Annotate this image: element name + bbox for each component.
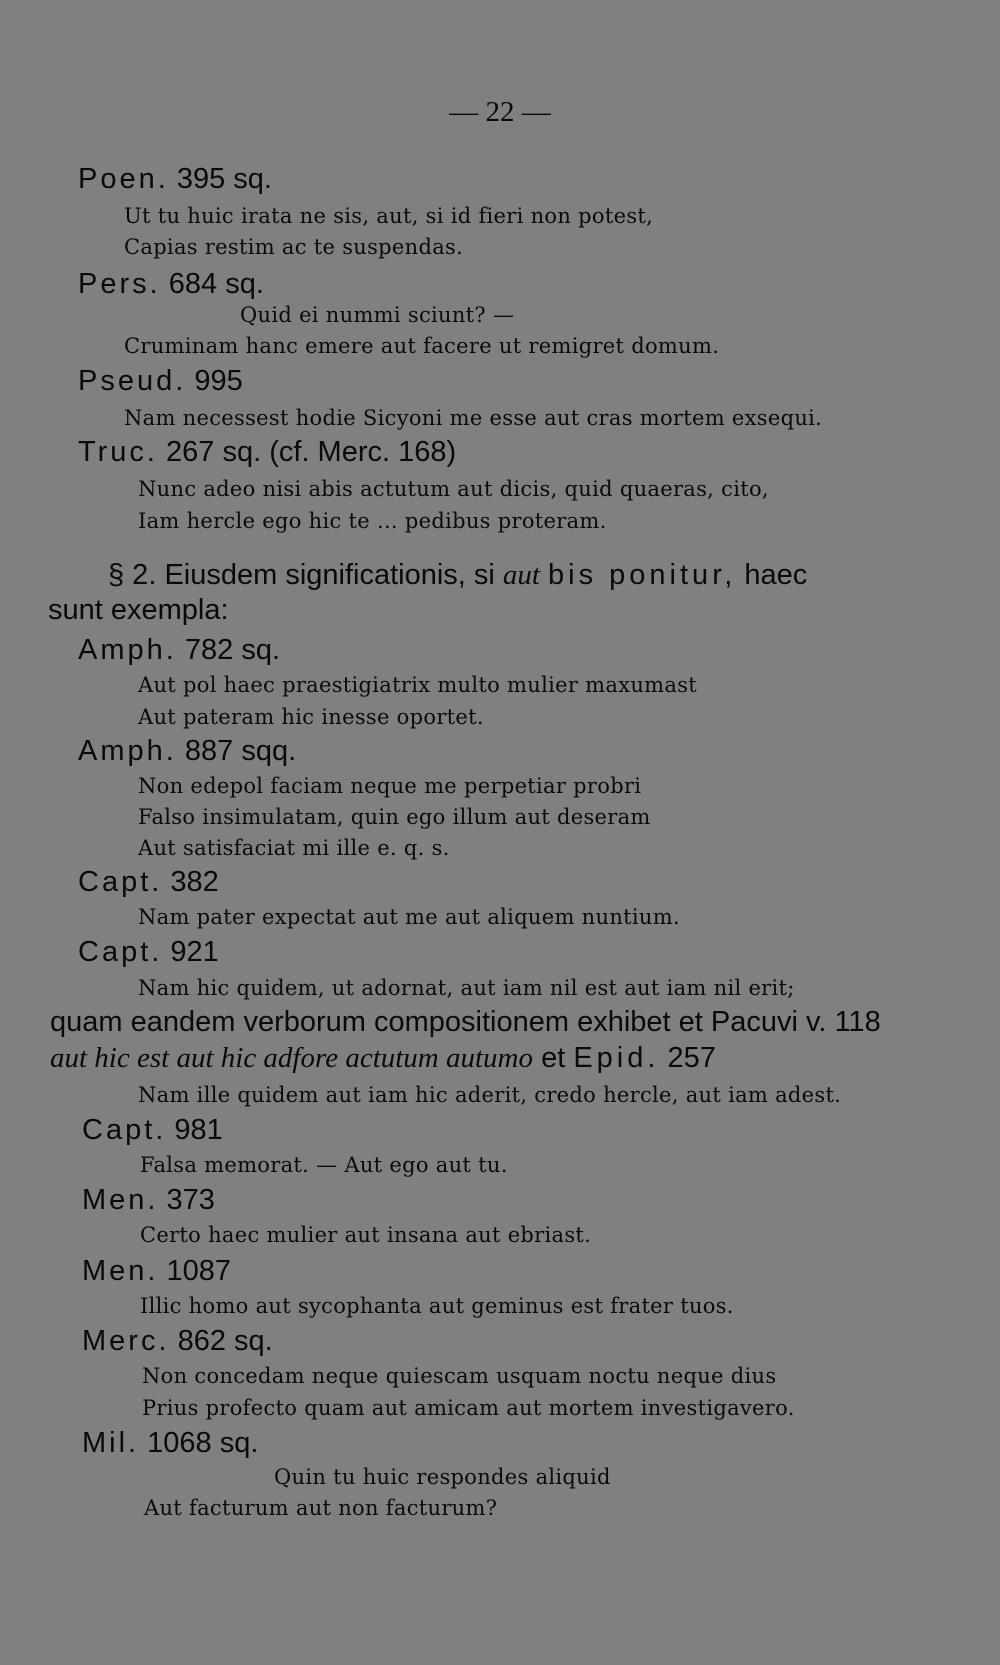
reference-heading [78, 634, 280, 667]
reference-heading [82, 1114, 223, 1147]
reference-abbr: Mil. [82, 1427, 140, 1459]
reference-number: 382 [170, 866, 219, 898]
verse-line: Quid ei nummi sciunt? — [240, 303, 515, 327]
reference-number: 981 [174, 1114, 223, 1146]
section-heading [108, 559, 807, 592]
reference-number: 995 [194, 365, 243, 397]
reference-abbr: Capt. [78, 866, 163, 898]
reference-abbr: Men. [82, 1184, 159, 1216]
reference-heading [82, 1427, 258, 1460]
reference-heading [78, 866, 219, 899]
verse-line: Quin tu huic respondes aliquid [274, 1465, 611, 1489]
verse-line: Prius profecto quam aut amicam aut mortem investigavero. [142, 1396, 795, 1420]
reference-abbr: Merc. [82, 1325, 170, 1357]
reference-number: 921 [170, 936, 219, 968]
emphasis-aut: aut [502, 559, 540, 591]
reference-abbr: Amph. [78, 735, 177, 767]
verse-line: Ut tu huic irata ne sis, aut, si id fieri non potest, [124, 204, 654, 228]
reference-heading [82, 1325, 273, 1358]
reference-abbr: Truc. [78, 436, 158, 468]
reference-abbr: Epid. [573, 1042, 660, 1074]
reference-number: 1087 [166, 1255, 232, 1287]
reference-number: 257 [667, 1042, 716, 1074]
reference-abbr: Capt. [78, 936, 163, 968]
verse-line: Falso insimulatam, quin ego illum aut deseram [138, 805, 651, 829]
reference-number: 395 sq. [176, 163, 272, 195]
verse-line: Nam necessest hodie Sicyoni me esse aut cras mortem exsequi. [124, 406, 823, 430]
verse-line: Aut pateram hic inesse oportet. [138, 705, 484, 729]
reference-heading [78, 936, 219, 969]
section-text-line: sunt exempla: [48, 594, 229, 626]
reference-abbr: Pseud. [78, 365, 187, 397]
prose-conjunction: et [541, 1042, 566, 1074]
reference-heading [78, 735, 296, 768]
verse-line: Nam pater expectat aut me aut aliquem nuntium. [138, 905, 680, 929]
reference-heading [82, 1184, 215, 1217]
prose-line: quam eandem verborum compositionem exhibet et Pacuvi v. 118 [50, 1006, 881, 1038]
reference-number: 373 [166, 1184, 215, 1216]
verse-line: Illic homo aut sycophanta aut geminus est frater tuos. [140, 1294, 734, 1318]
verse-line: Aut pol haec praestigiatrix multo mulier maxumast [138, 673, 698, 697]
reference-heading [78, 163, 272, 196]
verse-line: Nunc adeo nisi abis actutum aut dicis, quid quaeras, cito, [138, 477, 769, 501]
reference-heading [78, 268, 264, 301]
verse-line: Capias restim ac te suspendas. [124, 235, 464, 259]
verse-line: Nam ille quidem aut iam hic aderit, credo hercle, aut iam adest. [138, 1083, 842, 1107]
reference-heading [78, 436, 456, 469]
reference-abbr: Poen. [78, 163, 169, 195]
reference-number: 684 sq. [168, 268, 264, 300]
emphasis-spaced: bis ponitur, [548, 559, 737, 591]
reference-heading [82, 1255, 231, 1288]
page-number: — 22 — [449, 96, 551, 128]
reference-abbr: Men. [82, 1255, 159, 1287]
verse-line: Cruminam hanc emere aut facere ut remigret domum. [124, 334, 720, 358]
reference-abbr: Pers. [78, 268, 161, 300]
section-sign: § 2. [108, 559, 157, 591]
reference-number: 782 sq. [184, 634, 281, 666]
verse-line: Falsa memorat. — Aut ego aut tu. [140, 1153, 508, 1177]
section-text-end: haec [744, 559, 808, 591]
reference-heading [78, 365, 243, 398]
section-text: Eiusdem significationis, si [164, 559, 495, 591]
reference-number: 887 sqq. [184, 735, 297, 767]
verse-line: Aut facturum aut non facturum? [144, 1496, 498, 1520]
verse-line: Non concedam neque quiescam usquam noctu neque dius [142, 1364, 777, 1388]
verse-line: Non edepol faciam neque me perpetiar probri [138, 774, 642, 798]
pacuvius-quote: aut hic est aut hic adfore actutum autumo [50, 1042, 534, 1074]
reference-number: 1068 sq. [147, 1427, 259, 1459]
verse-line: Certo haec mulier aut insana aut ebriast. [140, 1223, 592, 1247]
verse-line: Iam hercle ego hic te ... pedibus proteram. [138, 509, 607, 533]
reference-abbr: Amph. [78, 634, 177, 666]
reference-abbr: Capt. [82, 1114, 167, 1146]
verse-line: Nam hic quidem, ut adornat, aut iam nil est aut iam nil erit; [138, 976, 795, 1000]
prose-line-quote [50, 1042, 716, 1075]
verse-line: Aut satisfaciat mi ille e. q. s. [138, 836, 450, 860]
reference-number: 267 sq. (cf. Merc. 168) [166, 436, 457, 468]
reference-number: 862 sq. [177, 1325, 273, 1357]
